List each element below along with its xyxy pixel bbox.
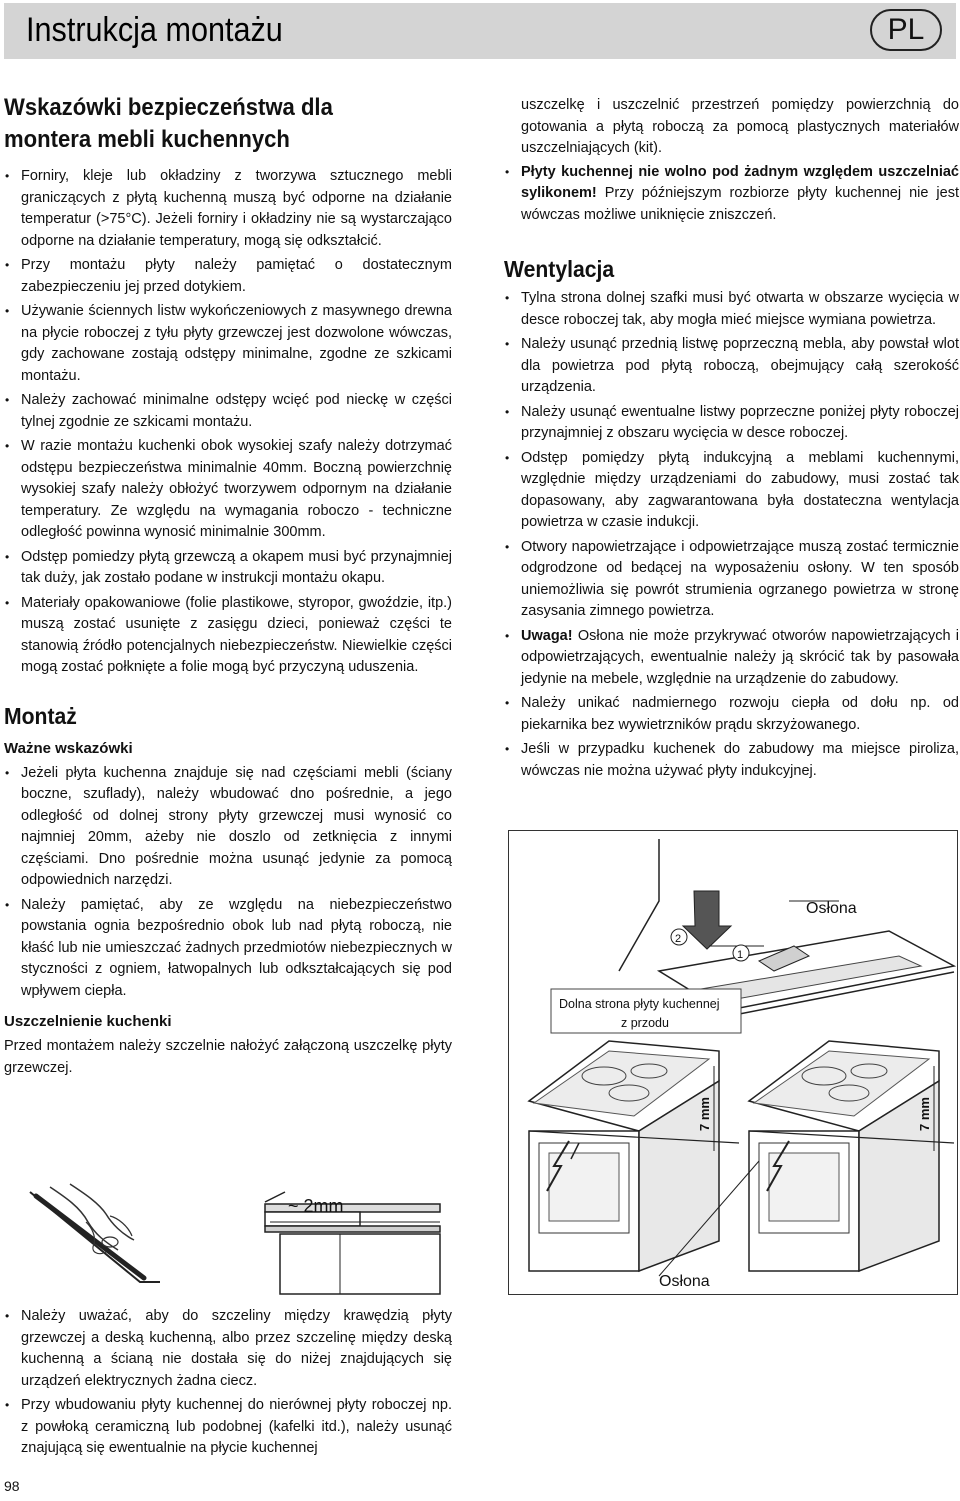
list-item: • Jeżeli płyta kuchenna znajduje się nad częściami mebli (ściany boczne, szuflady), należy wbudować dno pośrednie, a jego odległość od dolnej strony płyty grzewczej musi wynosić co najmniej 20mm, ażeby nie doszlo od zetknięcia z innymi częściami. Dno pośrednie można usunąć jedynie za pomocą odpowiednich narzędzi. [4,763,452,892]
ventilation-heading: Wentylacja [504,256,615,282]
list-item: • Tylna strona dolnej szafki musi być otwarta w obszarze wycięcia w desce roboczej tak, aby mogła mieć miejsce wymiana powietrza. [504,288,959,331]
sealing-heading: Uszczelnienie kuchenki [4,1013,172,1030]
plate-front-label: z przodu [621,1016,669,1030]
silicone-warning: Płyty kuchennej nie wolno pod żadnym względem uszczelniać sylikonem! [521,163,959,201]
language-badge: PL [870,9,942,51]
list-item: • Należy unikać nadmiernego rozwoju ciepła od dołu np. od piekarnika bez wywietrzników prądu skrzyżowanego. [504,693,959,736]
list-item: • W razie montażu kuchenki obok wysokiej szafy należy dotrzymać odstępu bezpieczeństwa minimalnie 40mm. Boczną powierzchnię wysokiej szafy należy obłożyć tworzywem odpornym na działanie temperatury. Ze względu na wymagania roboczo - techniczne odległość powinna wynosić minimalnie 300mm. [4,436,452,544]
warning-label: Uwaga! [521,627,573,644]
right-column [504,95,959,785]
dimension-label-right: 7 mm [917,1097,932,1131]
list-item [504,162,959,227]
plate-underside-label: Dolna strona płyty kuchennej [559,997,720,1011]
shield-label-bottom: Osłona [659,1273,710,1290]
header-bar [4,3,956,59]
list-item: • Materiały opakowaniowe (folie plastikowe, styropor, gwoździe, itp.) muszą zostać usunięte z zasięgu dzieci, ponieważ części te stanowią źródło potencjalnych niebezpieczeństw. Niewielkie części mogą zostać połknięte a folie mogą być przyczyną uduszenia. [4,593,452,679]
list-item: • Przy wbudowaniu płyty kuchennej do nierównej płyty roboczej np. z powłoką ceramiczną lub podobnej (kafelki itd.), należy usunąć znajującą się ewentualnie na płycie kuchennej [4,1395,452,1460]
page-number: 98 [4,1478,20,1494]
list-item: • Forniry, kleje lub okładziny z tworzywa sztucznego mebli graniczących z płytą kuchenną muszą być odporne na działanie temperatur (>75°C). Jeżeli forniry i okładziny nie są wystarczająco odporne na działanie temperatury, mogą się odkształcić. [4,166,452,252]
safety-heading: Wskazówki bezpieczeństwa dla montera mebli kuchennych [4,94,333,153]
bottom-list [4,1306,452,1460]
ventilation-figure [508,830,958,1295]
seal-figure [10,1182,450,1297]
list-item: • Jeśli w przypadku kuchenek do zabudowy ma miejsce piroliza, wówczas nie można używać płyty indukcyjnej. [504,739,959,782]
page-title: Instrukcja montażu [26,11,283,49]
step-1-label: 1 [737,949,744,961]
safety-list [4,166,452,679]
list-item: • Należy usunąć ewentualne listwy poprzeczne poniżej płyty roboczej przynajmniej z obszaru wycięcia w desce roboczej. [504,402,959,445]
gap-label: ~ 2mm [288,1196,344,1216]
silicone-warning-rest: Przy późniejszym rozbiorze płyty kuchennej nie jest wówczas możliwe uniknięcie zniszczeń. [521,185,959,223]
list-item: • Otwory napowietrzające i odpowietrzające muszą zostać termicznie odgrodzone od bedącej na wyposażeniu osłony. W ten sposób uniemożliwia się powrót strumienia ogrzanego powietrza w stronę zasysania zimnego powietrza. [504,537,959,623]
seal-illustration [10,1182,450,1297]
left-column [4,92,452,1079]
list-item: • Używanie ściennych listw wykończeniowych z masywnego drewna na płycie roboczej z tyłu płyty grzewczej jest dozwolone wówczas, gdy zachowane zostają odstępy minimalne, zgodne ze szkicami montażu. [4,301,452,387]
important-notes-list [4,763,452,1003]
list-item: • Odstęp pomiędzy płytą indukcyjną a meblami kuchennymi, względnie między urządzeniami do zabudowy, musi zostać tak dopasowany, aby zagwarantowana była dostateczna wentylacja powietrza w czasie indukcji. [504,448,959,534]
list-item: • Należy pamiętać, aby ze względu na niebezpieczeństwo powstania ognia bezpośrednio obok lub nad płytą roboczą, nie kłaść lub nie umieszczać żadnych przedmiotów niebezpiecznych w styczności z ogniem, łatwopalnych lub odkształcających się pod wpływem ciepła. [4,895,452,1003]
list-item: • Należy zachować minimalne odstępy wcięć pod nieckę w części tylnej zgodnie ze szkicami montażu. [4,390,452,433]
list-item: • Przy montażu płyty należy pamiętać o dostatecznym zabezpieczeniu jej przed dotykiem. [4,255,452,298]
cabinet-illustration [509,831,956,1293]
list-item: • Należy uważać, aby do szczeliny między krawędzią płyty grzewczej a deską kuchenną, albo przez szczelinę między deską kuchenną a ścianą nie dostała się do niżej znajdujących się urządzeń elektrycznych żadna ciecz. [4,1306,452,1392]
ventilation-list [504,288,959,782]
step-2-label: 2 [675,933,682,945]
list-item [504,626,959,691]
dimension-label-left: 7 mm [697,1097,712,1131]
silicone-warning-list [504,162,959,227]
continued-text: uszczelkę i uszczelnić przestrzeń pomiędzy powierzchnią do gotowania a płytą roboczą za pomocą plastycznych materiałów uszczelniających (kit). [521,97,959,156]
list-item: • Odstęp pomiedzy płytą grzewczą a okapem musi być przynajmniej tak duży, jak zostało podane w instrukcji montażu okapu. [4,547,452,590]
warning-text: Osłona nie może przykrywać otworów napowietrzających i odpowietrzających, ewentualnie należy ją skrócić tak by pasowała jedynie na mebele, względnie na urządzenie do zabudowy. [521,627,959,687]
shield-label-top: Osłona [806,900,857,917]
list-item: • Należy usunąć przednią listwę poprzeczną mebla, aby powstał wlot dla powietrza pod płytą roboczą, obejmujący całą szerokość urządzenia. [504,334,959,399]
important-notes-heading: Ważne wskazówki [4,739,133,757]
sealing-text: Przed montażem należy szczelnie nałożyć załączoną uszczelkę płyty grzewczej. [4,1038,452,1076]
montaz-heading: Montaż [4,702,77,729]
bottom-left-text [4,1306,452,1463]
